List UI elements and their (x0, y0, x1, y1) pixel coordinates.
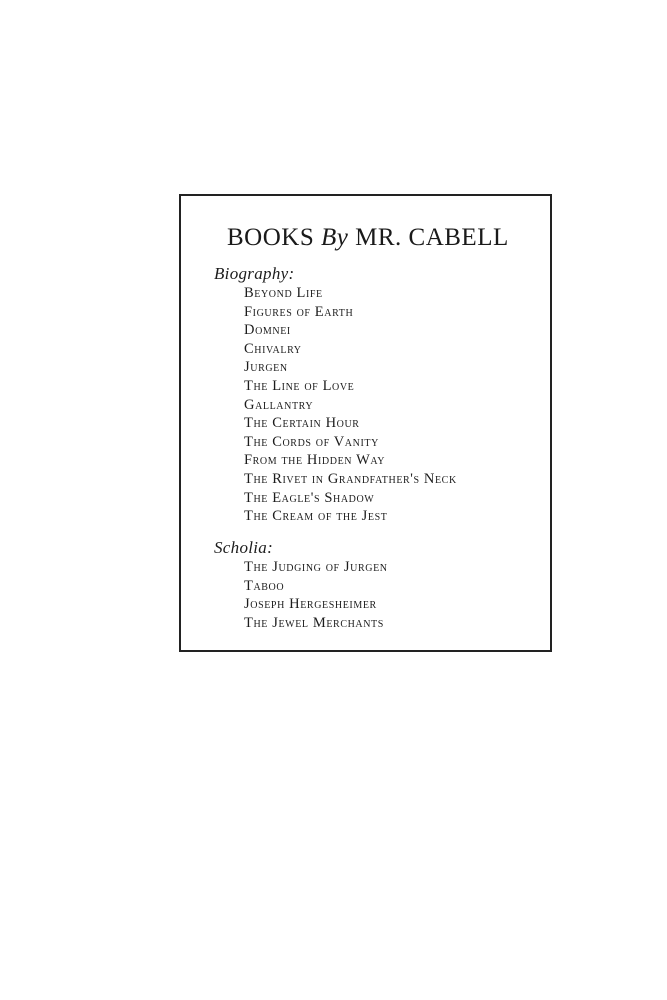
list-item: From the Hidden Way (244, 452, 386, 469)
list-item: Joseph Hergesheimer (244, 596, 377, 613)
list-item: The Eagle's Shadow (244, 489, 375, 506)
scholia-list (244, 558, 388, 632)
page-title (227, 224, 509, 252)
list-item: The Jewel Merchants (244, 614, 384, 631)
bordered-frame (179, 194, 552, 652)
list-item: Chivalry (244, 340, 302, 357)
list-item: The Judging of Jurgen (244, 559, 388, 575)
list-item: The Cords of Vanity (244, 433, 379, 450)
title-by: By (321, 224, 349, 251)
list-item: Beyond Life (244, 285, 323, 301)
list-item: The Line of Love (244, 377, 355, 394)
scholia-label: Scholia: (214, 538, 274, 557)
list-item: The Cream of the Jest (244, 508, 388, 525)
list-item: Jurgen (244, 359, 288, 376)
title-suffix: MR. CABELL (348, 224, 509, 251)
biography-list (244, 284, 457, 526)
list-item: Domnei (244, 322, 291, 339)
list-item: The Certain Hour (244, 415, 360, 432)
list-item: Taboo (244, 577, 285, 594)
title-prefix: BOOKS (227, 224, 321, 251)
biography-label: Biography: (214, 264, 295, 283)
list-item: Figures of Earth (244, 303, 354, 320)
list-item: The Rivet in Grandfather's Neck (244, 470, 457, 487)
list-item: Gallantry (244, 396, 314, 413)
